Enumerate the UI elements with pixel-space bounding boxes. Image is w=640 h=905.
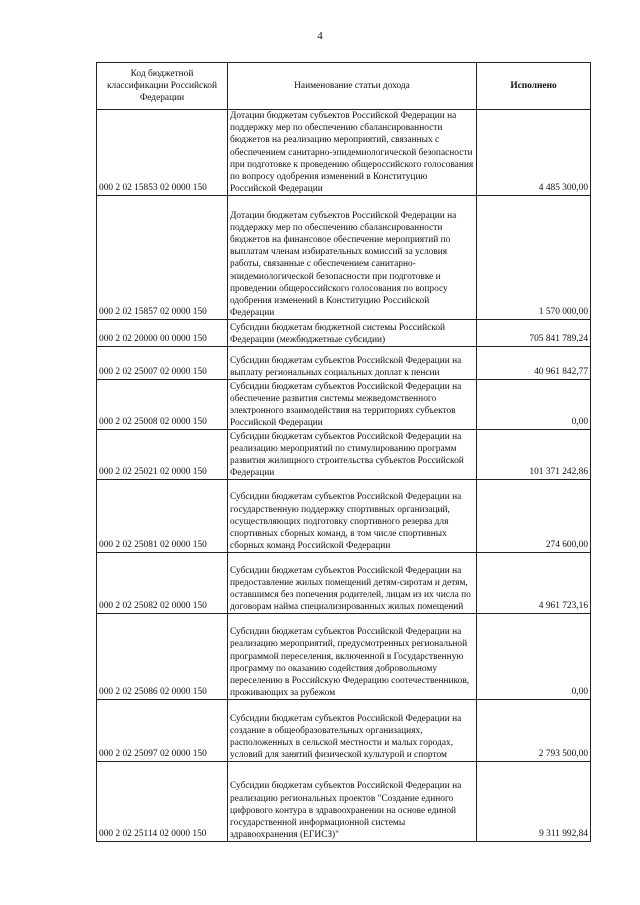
table-row — [97, 320, 591, 347]
row-code: 000 2 02 25008 02 0000 150 — [97, 380, 228, 430]
row-name: Дотации бюджетам субъектов Российской Федерации на поддержку мер по обеспечению сбалансированности бюджетов на финансовое обеспечение мероприятий по выплатам членам избирательных комиссий за условия работы, связанные с обеспечением санитарно-эпидемиологической безопасности при подготовке и проведении общероссийского голосования по вопросу одобрения изменений в Конституцию Российской Федерации — [228, 196, 477, 320]
row-sum: 40 961 842,77 — [477, 347, 591, 380]
row-sum: 0,00 — [477, 380, 591, 430]
table-row — [97, 196, 591, 320]
row-name: Субсидии бюджетам субъектов Российской Федерации на обеспечение развития системы межведомственного электронного взаимодействия на территориях субъектов Российской Федерации — [228, 380, 477, 430]
revenue-table — [96, 62, 591, 842]
row-sum: 0,00 — [477, 614, 591, 700]
row-code: 000 2 02 25007 02 0000 150 — [97, 347, 228, 380]
row-code: 000 2 02 25086 02 0000 150 — [97, 614, 228, 700]
row-code: 000 2 02 25021 02 0000 150 — [97, 430, 228, 480]
table-row — [97, 430, 591, 480]
header-name: Наименование статьи дохода — [228, 63, 477, 110]
row-sum: 274 600,00 — [477, 480, 591, 553]
table-row — [97, 762, 591, 842]
row-name: Субсидии бюджетам субъектов Российской Федерации на реализацию региональных проектов "Создание единого цифрового контура в здравоохранении на основе единой государственной информационной системы здравоохранения (ЕГИСЗ)" — [228, 762, 477, 842]
table-row — [97, 553, 591, 614]
table-row — [97, 700, 591, 762]
row-sum: 705 841 789,24 — [477, 320, 591, 347]
row-name: Дотации бюджетам субъектов Российской Федерации на поддержку мер по обеспечению сбалансированности бюджетов на реализацию мероприятий, связанных с обеспечением санитарно-эпидемиологической безопасности при подготовке к проведению общероссийского голосования по вопросу одобрения изменений в Конституцию Российской Федерации — [228, 110, 477, 196]
table-row — [97, 110, 591, 196]
header-sum: Исполнено — [477, 63, 591, 110]
row-name: Субсидии бюджетам субъектов Российской Федерации на предоставление жилых помещений детям-сиротам и детям, оставшимся без попечения родителей, лицам из их числа по договорам найма специализированных жилых помещений — [228, 553, 477, 614]
row-code: 000 2 02 25081 02 0000 150 — [97, 480, 228, 553]
row-name: Субсидии бюджетам субъектов Российской Федерации на государственную поддержку спортивных организаций, осуществляющих подготовку спортивного резерва для спортивных сборных команд, в том числе спортивных сборных команд Российской Федерации — [228, 480, 477, 553]
row-sum: 101 371 242,86 — [477, 430, 591, 480]
row-code: 000 2 02 25114 02 0000 150 — [97, 762, 228, 842]
table-row — [97, 380, 591, 430]
page-number: 4 — [317, 30, 323, 42]
table-row — [97, 347, 591, 380]
row-sum: 2 793 500,00 — [477, 700, 591, 762]
table-row — [97, 480, 591, 553]
row-sum: 4 961 723,16 — [477, 553, 591, 614]
row-sum: 4 485 300,00 — [477, 110, 591, 196]
row-name: Субсидии бюджетам субъектов Российской Федерации на создание в общеобразовательных организациях, расположенных в сельской местности и малых городах, условий для занятий физической культурой и спортом — [228, 700, 477, 762]
row-code: 000 2 02 25097 02 0000 150 — [97, 700, 228, 762]
row-name: Субсидии бюджетам бюджетной системы Российской Федерации (межбюджетные субсидии) — [228, 320, 477, 347]
row-sum: 9 311 992,84 — [477, 762, 591, 842]
row-code: 000 2 02 15857 02 0000 150 — [97, 196, 228, 320]
header-code: Код бюджетной классификации Российской Федерации — [97, 63, 228, 110]
row-name: Субсидии бюджетам субъектов Российской Федерации на выплату региональных социальных доплат к пенсии — [228, 347, 477, 380]
row-name: Субсидии бюджетам субъектов Российской Федерации на реализацию мероприятий по стимулированию программ развития жилищного строительства субъектов Российской Федерации — [228, 430, 477, 480]
table-header-row — [97, 63, 591, 110]
row-code: 000 2 02 20000 00 0000 150 — [97, 320, 228, 347]
row-sum: 1 570 000,00 — [477, 196, 591, 320]
table-row — [97, 614, 591, 700]
row-code: 000 2 02 25082 02 0000 150 — [97, 553, 228, 614]
row-code: 000 2 02 15853 02 0000 150 — [97, 110, 228, 196]
row-name: Субсидии бюджетам субъектов Российской Федерации на реализацию мероприятий, предусмотренных региональной программой переселения, включенной в Государственную программу по оказанию содействия добровольному переселению в Российскую Федерацию соотечественников, проживающих за рубежом — [228, 614, 477, 700]
